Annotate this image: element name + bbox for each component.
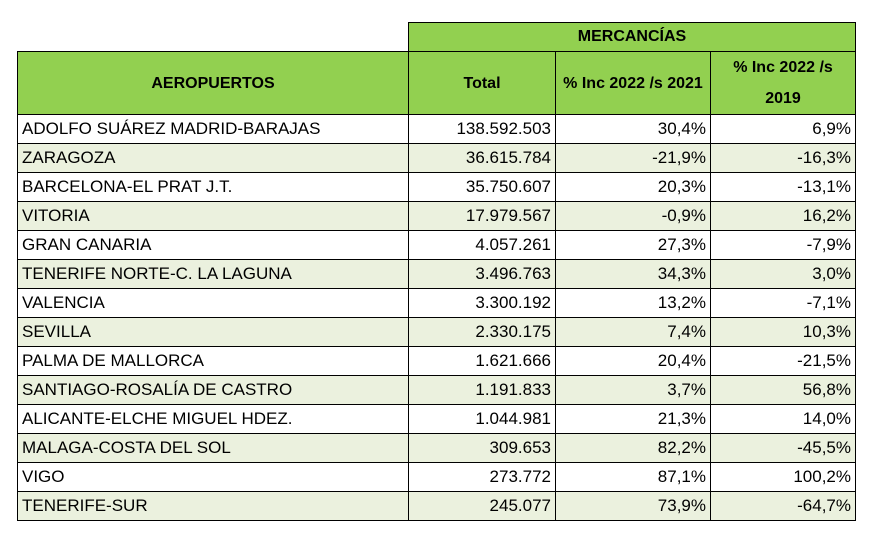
airport-name-cell: ADOLFO SUÁREZ MADRID-BARAJAS (18, 115, 409, 144)
total-column-header: Total (409, 52, 556, 115)
table-row (18, 347, 856, 376)
mercancias-group-header: MERCANCÍAS (409, 23, 856, 52)
airport-name-cell: VALENCIA (18, 289, 409, 318)
inc-2019-cell: 6,9% (711, 115, 856, 144)
inc-2019-cell: -45,5% (711, 434, 856, 463)
total-cell: 309.653 (409, 434, 556, 463)
airport-name-cell: VIGO (18, 463, 409, 492)
airport-name-cell: GRAN CANARIA (18, 231, 409, 260)
inc-2019-cell: -7,1% (711, 289, 856, 318)
inc-2021-cell: -0,9% (556, 202, 711, 231)
airport-name-cell: ALICANTE-ELCHE MIGUEL HDEZ. (18, 405, 409, 434)
inc-2019-cell: -21,5% (711, 347, 856, 376)
table-row (18, 376, 856, 405)
table-row (18, 202, 856, 231)
airport-name-cell: ZARAGOZA (18, 144, 409, 173)
inc-2019-cell: -16,3% (711, 144, 856, 173)
inc-2021-cell: 3,7% (556, 376, 711, 405)
total-cell: 138.592.503 (409, 115, 556, 144)
airport-name-cell: MALAGA-COSTA DEL SOL (18, 434, 409, 463)
total-cell: 35.750.607 (409, 173, 556, 202)
total-cell: 2.330.175 (409, 318, 556, 347)
inc-2019-cell: -7,9% (711, 231, 856, 260)
inc-2021-cell: 30,4% (556, 115, 711, 144)
inc-2019-cell: -64,7% (711, 492, 856, 521)
total-cell: 17.979.567 (409, 202, 556, 231)
airport-name-cell: TENERIFE NORTE-C. LA LAGUNA (18, 260, 409, 289)
table-row (18, 231, 856, 260)
table-row (18, 405, 856, 434)
airport-name-cell: SANTIAGO-ROSALÍA DE CASTRO (18, 376, 409, 405)
airport-name-cell: VITORIA (18, 202, 409, 231)
airports-freight-table (17, 22, 856, 521)
inc-2019-cell: 10,3% (711, 318, 856, 347)
airport-name-cell: SEVILLA (18, 318, 409, 347)
table-body (18, 115, 856, 521)
total-cell: 1.191.833 (409, 376, 556, 405)
airports-table-wrapper (17, 22, 856, 521)
table-row (18, 144, 856, 173)
total-cell: 1.044.981 (409, 405, 556, 434)
total-cell: 273.772 (409, 463, 556, 492)
inc-2019-column-header: % Inc 2022 /s 2019 (711, 52, 856, 115)
total-cell: 36.615.784 (409, 144, 556, 173)
table-row (18, 289, 856, 318)
table-row (18, 463, 856, 492)
header-spacer (18, 23, 409, 52)
inc-2019-cell: 3,0% (711, 260, 856, 289)
inc-2021-cell: 21,3% (556, 405, 711, 434)
table-row (18, 434, 856, 463)
table-header (18, 23, 856, 115)
inc-2019-cell: 16,2% (711, 202, 856, 231)
airports-column-header: AEROPUERTOS (18, 52, 409, 115)
inc-2021-cell: 27,3% (556, 231, 711, 260)
inc-2021-cell: 13,2% (556, 289, 711, 318)
inc-2021-cell: 73,9% (556, 492, 711, 521)
inc-2019-cell: 100,2% (711, 463, 856, 492)
inc-2021-cell: 7,4% (556, 318, 711, 347)
inc-2019-cell: 56,8% (711, 376, 856, 405)
table-row (18, 318, 856, 347)
total-cell: 4.057.261 (409, 231, 556, 260)
table-row (18, 492, 856, 521)
table-row (18, 115, 856, 144)
inc-2021-cell: 20,4% (556, 347, 711, 376)
total-cell: 245.077 (409, 492, 556, 521)
airport-name-cell: PALMA DE MALLORCA (18, 347, 409, 376)
inc-2021-cell: 82,2% (556, 434, 711, 463)
total-cell: 3.300.192 (409, 289, 556, 318)
inc-2021-cell: 87,1% (556, 463, 711, 492)
total-cell: 1.621.666 (409, 347, 556, 376)
inc-2019-cell: -13,1% (711, 173, 856, 202)
inc-2021-cell: 20,3% (556, 173, 711, 202)
total-cell: 3.496.763 (409, 260, 556, 289)
airport-name-cell: BARCELONA-EL PRAT J.T. (18, 173, 409, 202)
inc-2021-cell: -21,9% (556, 144, 711, 173)
inc-2021-column-header: % Inc 2022 /s 2021 (556, 52, 711, 115)
airport-name-cell: TENERIFE-SUR (18, 492, 409, 521)
inc-2021-cell: 34,3% (556, 260, 711, 289)
table-row (18, 260, 856, 289)
table-row (18, 173, 856, 202)
inc-2019-cell: 14,0% (711, 405, 856, 434)
